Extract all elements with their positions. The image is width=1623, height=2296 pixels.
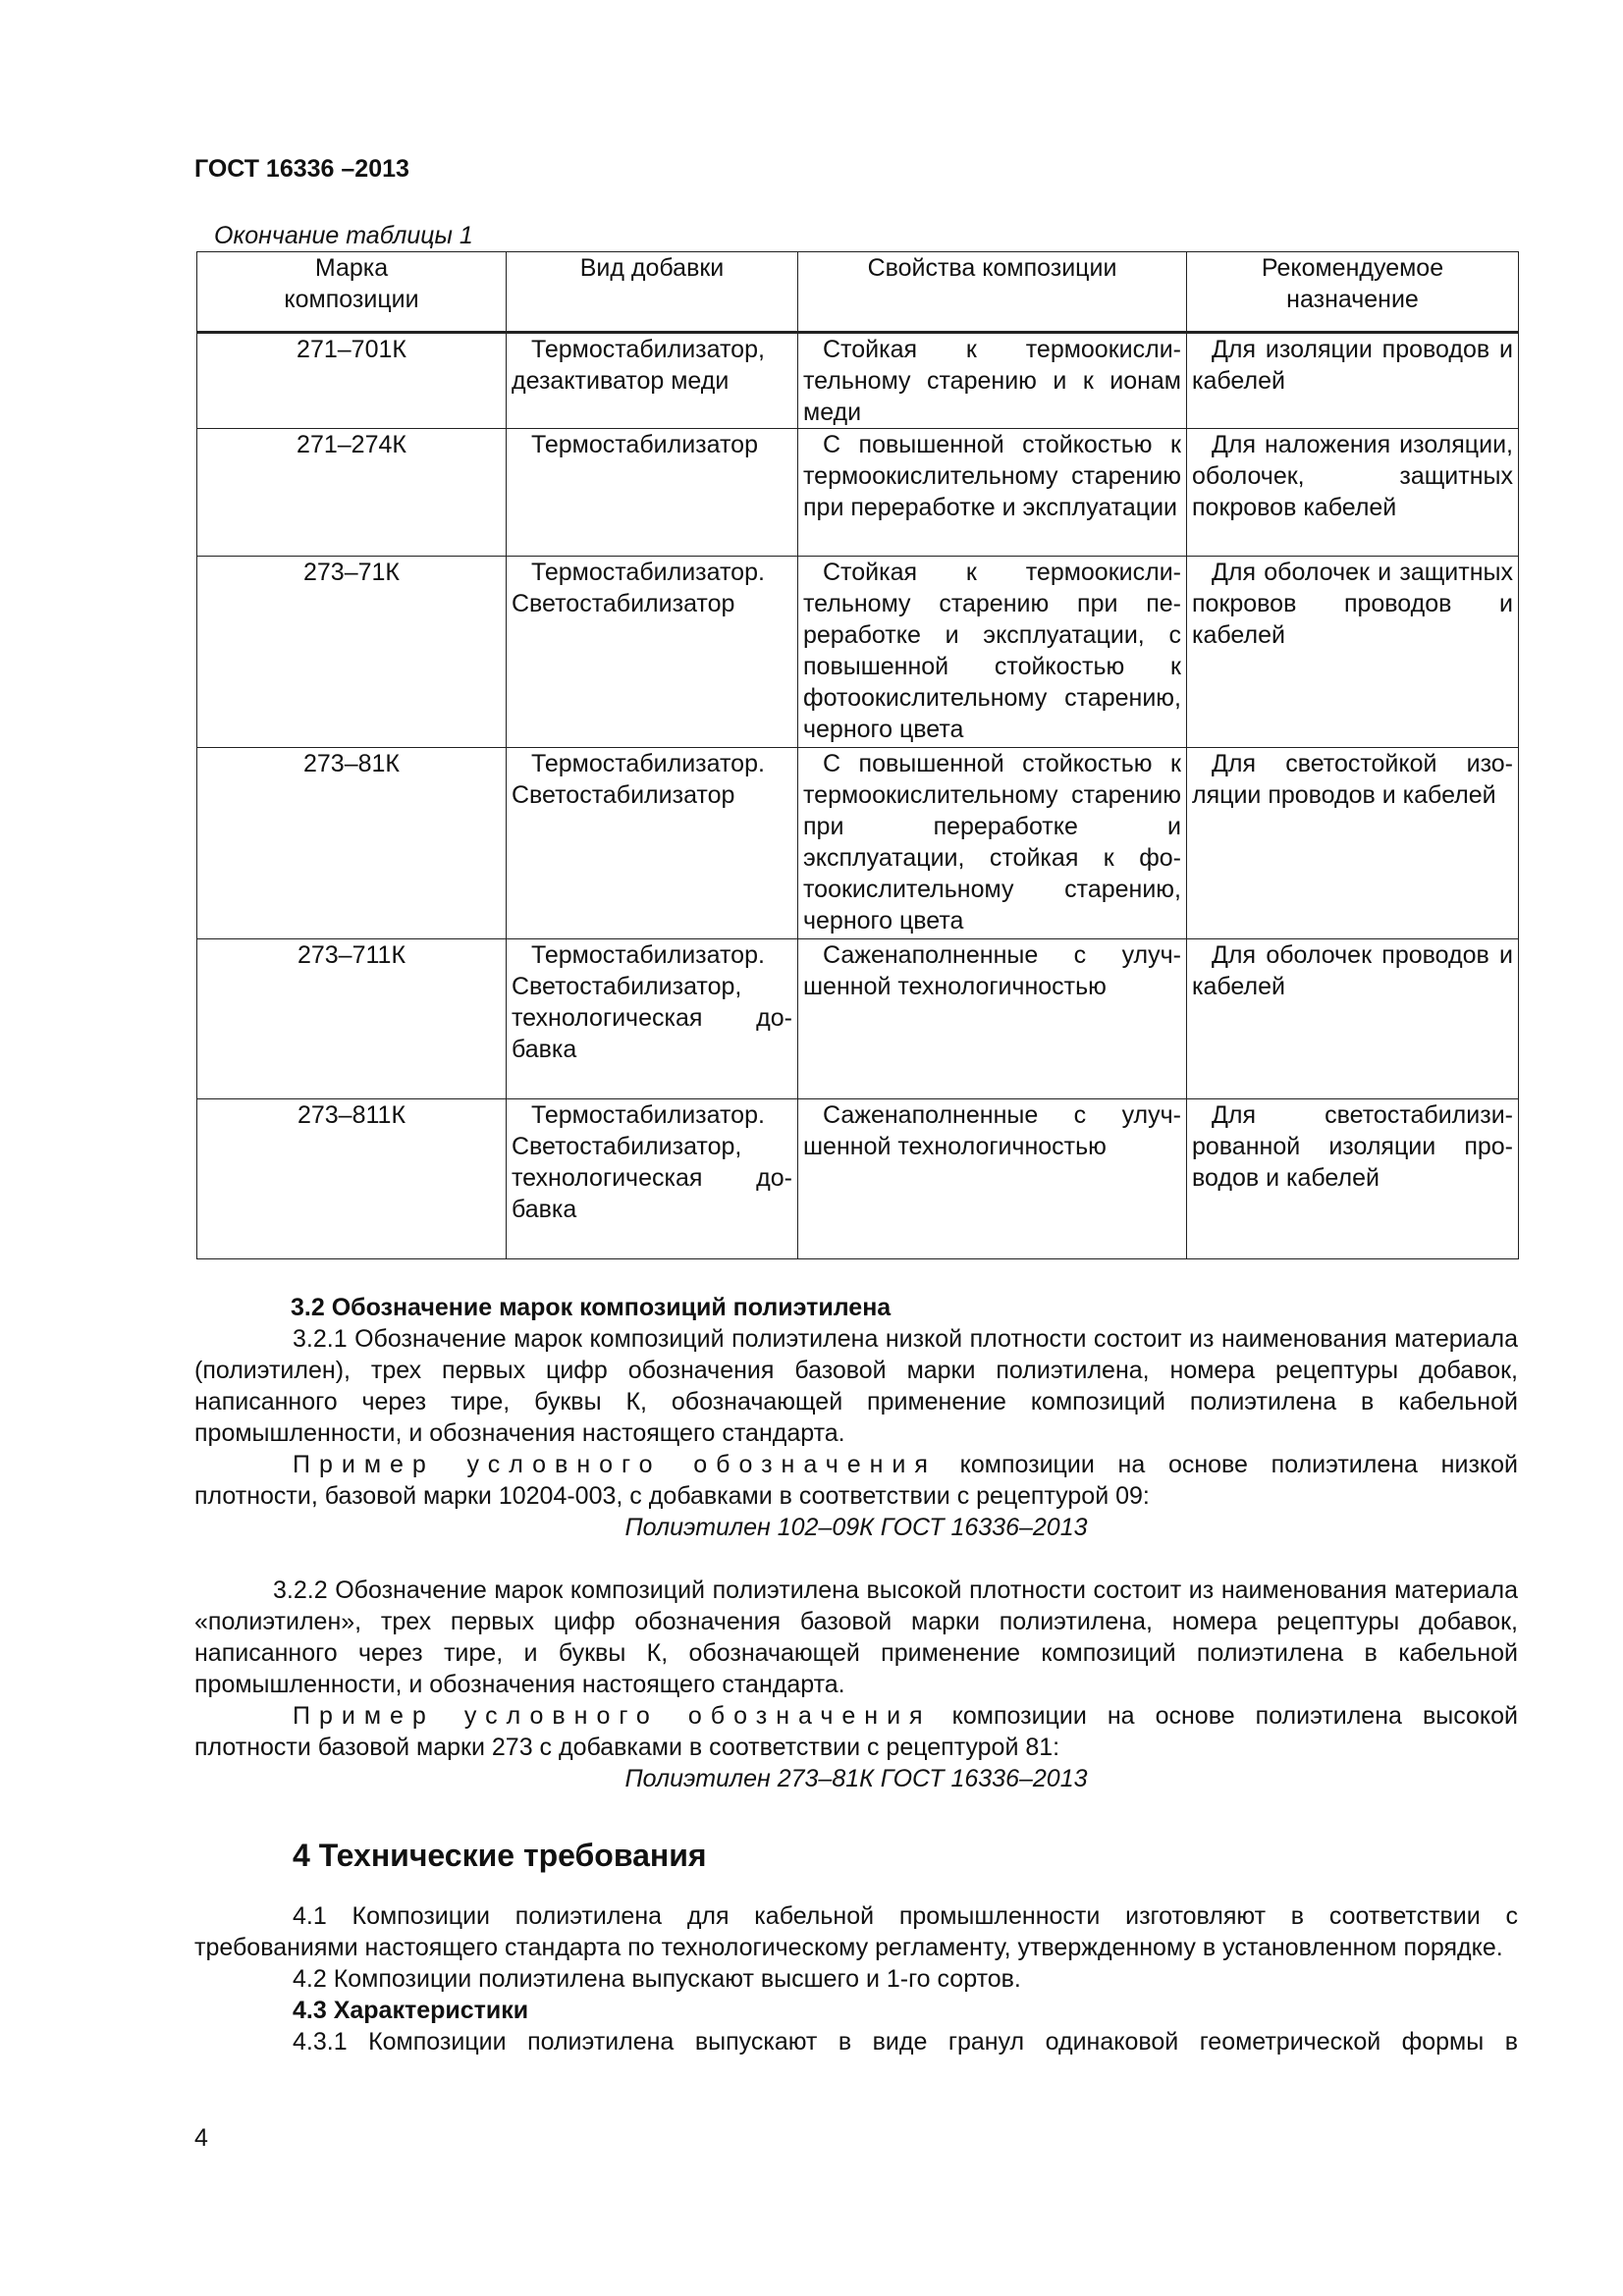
cell-purpose: Для светостабилизированной изоляции проводов и кабелей <box>1187 1099 1519 1259</box>
cell-additive: Термостабилизатор <box>507 429 798 557</box>
page-number: 4 <box>194 2124 208 2152</box>
cell-mark: 273–71К <box>197 557 507 748</box>
cell-purpose: Для светостойкой изоляции проводов и кабелей <box>1187 748 1519 939</box>
cell-additive: Термостабилизатор. Светостабилизатор, технологическая добавка <box>507 1099 798 1259</box>
paragraph-3-2-1: 3.2.1 Обозначение марок композиций полиэтилена низкой плотности состоит из наименования материала (полиэтилен), трех первых цифр обозначения базовой марки полиэтилена, номера рецептуры добавок, написанного через тире, буквы К, обозначающей применение композиций полиэтилена в кабельной промышленности, и обозначения настоящего стандарта. <box>194 1325 1518 1447</box>
cell-mark: 271–274К <box>197 429 507 557</box>
table-row <box>197 1099 1519 1259</box>
cell-purpose: Для оболочек и защитных покровов проводов и кабелей <box>1187 557 1519 748</box>
cell-properties: Стойкая к термоокислительному старению при переработке и эксплуатации, с повышенной стойкостью к фотоокислительному старению, черного цвета <box>798 557 1187 748</box>
paragraph-3-2-2: 3.2.2 Обозначение марок композиций полиэтилена высокой плотности состоит из наименования материала «полиэтилен», трех первых цифр обозначения базовой марки полиэтилена, номера рецептуры добавок, написанного через тире, и буквы К, обозначающей применение композиций полиэтилена в кабельной промышленности, и обозначения настоящего стандарта. <box>194 1576 1518 1698</box>
table-row <box>197 429 1519 557</box>
example-label: Пример условного обозначения <box>293 1451 937 1478</box>
table-header-row <box>197 252 1519 333</box>
example-label: Пример условного обозначения <box>293 1702 932 1730</box>
column-header-purpose: Рекомендуемое назначение <box>1187 252 1519 333</box>
table-row <box>197 557 1519 748</box>
section-heading-3-2: 3.2 Обозначение марок композиций полиэтилена <box>291 1294 892 1321</box>
cell-purpose: Для оболочек проводов и кабелей <box>1187 939 1519 1099</box>
column-header-mark: Марка композиции <box>197 252 507 333</box>
paragraph-4-3-1: 4.3.1 Композиции полиэтилена выпускают в виде гранул одинаковой геометрической формы в <box>293 2028 1518 2056</box>
cell-mark: 273–711К <box>197 939 507 1099</box>
cell-properties: С повышенной стойкостью к термоокислительному старению при переработке и эксплуатации, стойкая к фотоокислительному старению, черного цвета <box>798 748 1187 939</box>
example-2 <box>194 1700 1518 1763</box>
table-row <box>197 939 1519 1099</box>
cell-mark: 273–811К <box>197 1099 507 1259</box>
paragraph-4-2: 4.2 Композиции полиэтилена выпускают высшего и 1-го сортов. <box>293 1965 1021 1993</box>
cell-mark: 271–701К <box>197 333 507 429</box>
heading-4-3: 4.3 Характеристики <box>293 1997 529 2024</box>
page-header: ГОСТ 16336 –2013 <box>194 155 409 183</box>
cell-additive: Термостабилизатор. Светостабилизатор, технологическая добавка <box>507 939 798 1099</box>
cell-additive: Термостабилизатор, дезактиватор меди <box>507 333 798 429</box>
example-1 <box>194 1449 1518 1512</box>
column-header-properties: Свойства композиции <box>798 252 1187 333</box>
example-2-text: композиции на основе полиэтилена высокой плотности базовой марки 273 с добавками в соответствии с рецептурой 81: <box>194 1702 1518 1761</box>
paragraph-4-1: 4.1 Композиции полиэтилена для кабельной промышленности изготовляют в соответствии с требованиями настоящего стандарта по технологическому регламенту, утвержденному в установленном порядке. <box>194 1902 1518 1961</box>
cell-purpose: Для изоляции проводов и кабелей <box>1187 333 1519 429</box>
cell-properties: Стойкая к термоокислительному старению и к ионам меди <box>798 333 1187 429</box>
table-caption: Окончание таблицы 1 <box>214 222 473 249</box>
cell-properties: С повышенной стойкостью к термоокислительному старению при переработке и эксплуатации <box>798 429 1187 557</box>
table-row <box>197 333 1519 429</box>
example-2-code: Полиэтилен 273–81К ГОСТ 16336–2013 <box>624 1765 1088 1792</box>
cell-additive: Термостабилизатор. Светостабилизатор <box>507 748 798 939</box>
cell-additive: Термостабилизатор. Светостабилизатор <box>507 557 798 748</box>
example-1-code: Полиэтилен 102–09К ГОСТ 16336–2013 <box>624 1514 1088 1541</box>
section-title-4: 4 Технические требования <box>293 1838 707 1873</box>
cell-purpose: Для наложения изоляции, оболочек, защитных покровов кабелей <box>1187 429 1519 557</box>
section-3-2 <box>194 1292 1518 1543</box>
cell-properties: Саженаполненные с улучшенной технологичностью <box>798 939 1187 1099</box>
cell-properties: Саженаполненные с улучшенной технологичностью <box>798 1099 1187 1259</box>
section-3-2-2 <box>194 1575 1518 1794</box>
column-header-additive: Вид добавки <box>507 252 798 333</box>
table-row <box>197 748 1519 939</box>
example-1-text: композиции на основе полиэтилена низкой плотности, базовой марки 10204-003, с добавками в соответствии с рецептурой 09: <box>194 1451 1518 1510</box>
cell-mark: 273–81К <box>197 748 507 939</box>
section-4 <box>194 1900 1518 2057</box>
composition-table <box>196 251 1519 1259</box>
